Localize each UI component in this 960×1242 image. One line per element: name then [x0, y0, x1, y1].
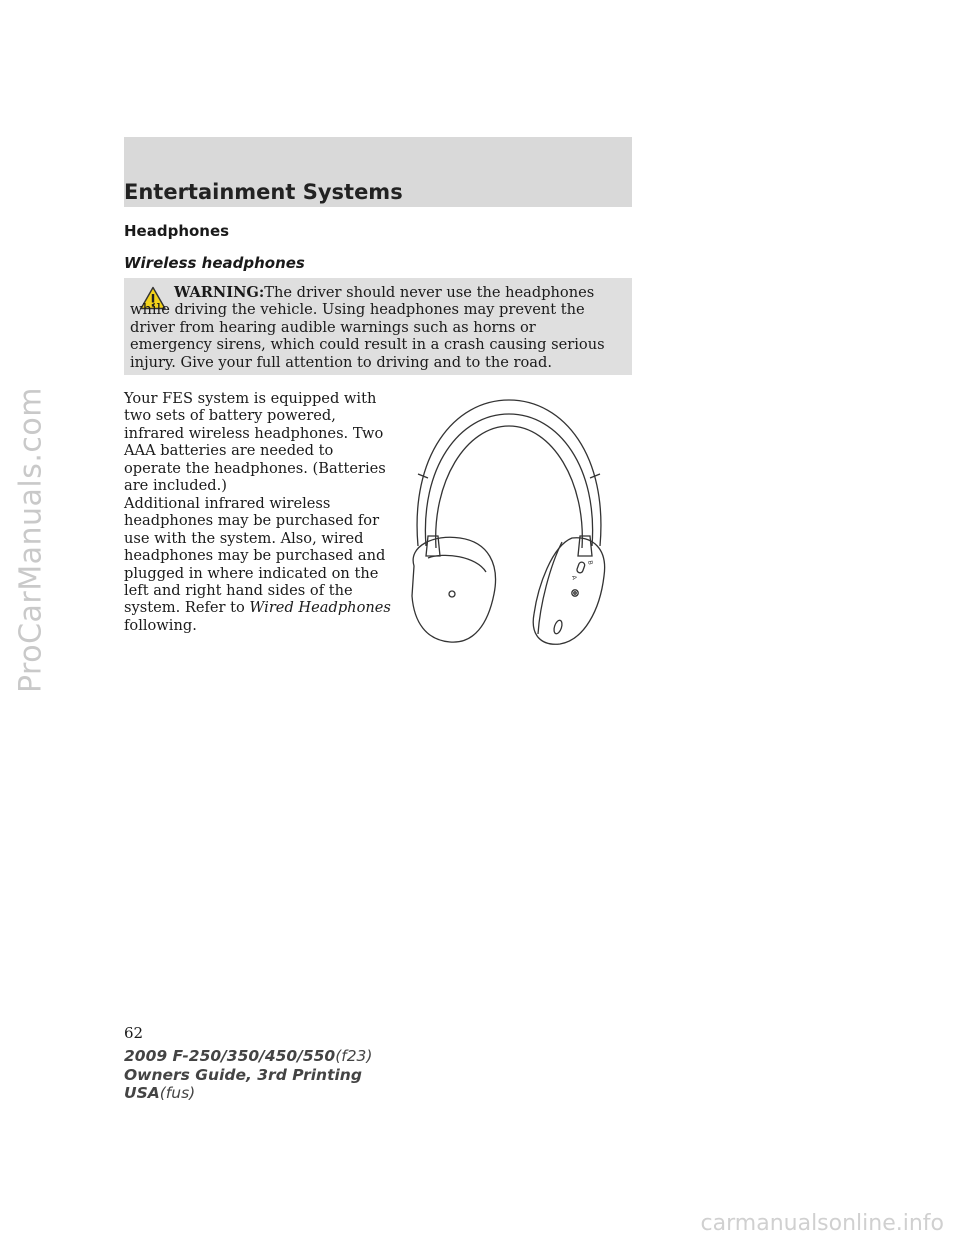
footer-model: 2009 F-250/350/450/550	[124, 1047, 336, 1065]
paragraph-additional-headphones	[124, 495, 394, 634]
section-title: Entertainment Systems	[124, 180, 403, 204]
paragraph2-tail: following.	[124, 616, 197, 634]
warning-label: WARNING:	[174, 284, 265, 301]
wired-headphones-reference: Wired Headphones	[249, 599, 391, 617]
warning-box	[124, 278, 632, 375]
footer-region-code: (fus)	[159, 1084, 196, 1102]
footer-watermark: carmanualsonline.info	[700, 1211, 944, 1236]
watermark-text: ProCarManuals.com	[13, 386, 49, 694]
warning-text	[130, 284, 620, 371]
page-number: 62	[124, 1024, 144, 1042]
warning-body: The driver should never use the headphones while driving the vehicle. Using headphones may prevent the driver from hearing audible warnings such as horns or emergency sirens, which could result in a crash causing serious injury. Give your full attention to driving and to the road.	[130, 284, 605, 371]
side-watermark	[0, 0, 62, 1242]
channel-label-b: B	[586, 559, 594, 566]
subheading-wireless: Wireless headphones	[124, 254, 305, 272]
paragraph2-text: Additional infrared wireless headphones may be purchased for use with the system. Also, wired headphones may be purchased and plugged in where indicated on the left and right hand sides of the system. Refer to	[124, 495, 386, 617]
paragraph-fes-system: Your FES system is equipped with two sets of battery powered, infrared wireless headphones. Two AAA batteries are needed to operate the headphones. (Batteries are included.)	[124, 390, 386, 495]
footer-line-region	[124, 1084, 372, 1103]
footer-line-model	[124, 1047, 372, 1066]
footer-region: USA	[124, 1084, 160, 1102]
channel-label-a: A	[570, 574, 578, 581]
footer-line-guide: Owners Guide, 3rd Printing	[124, 1065, 362, 1084]
document-footer	[124, 1047, 372, 1103]
footer-model-code: (f23)	[335, 1047, 373, 1065]
heading-headphones: Headphones	[124, 222, 230, 240]
wireless-headphones-illustration	[404, 396, 614, 652]
